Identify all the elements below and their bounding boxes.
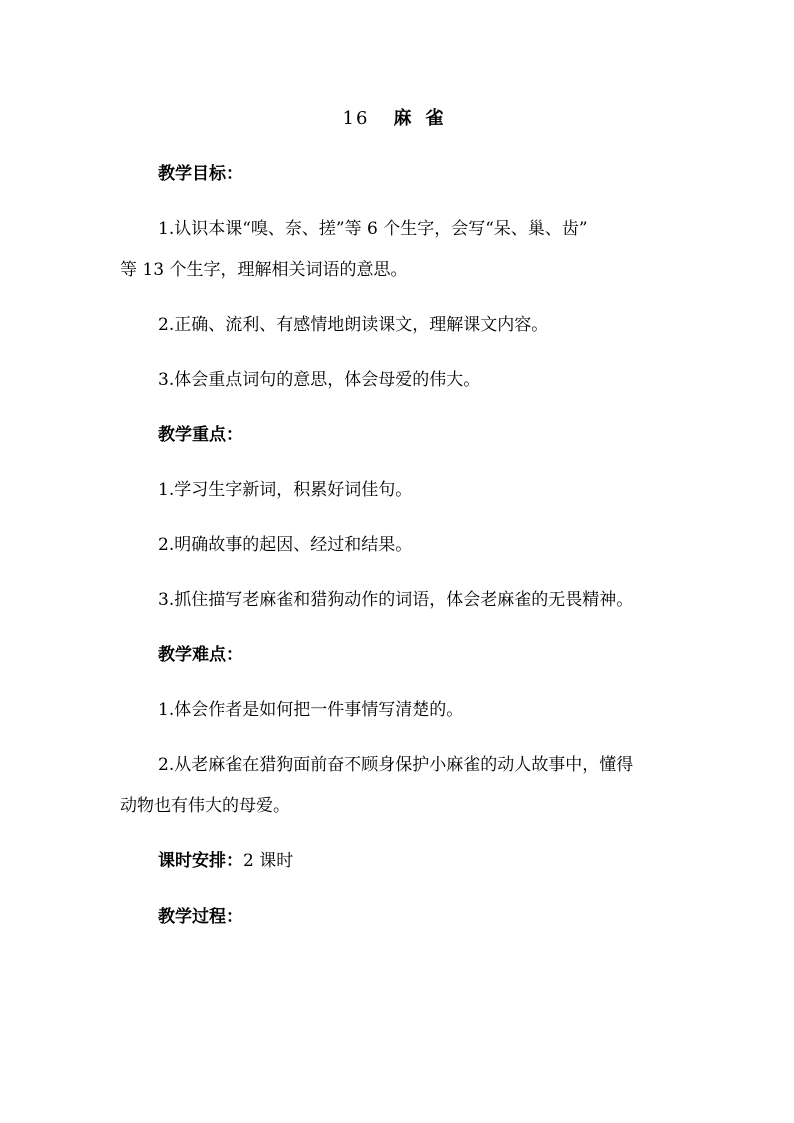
process-heading: 教学过程： [158, 907, 243, 927]
key-points-heading: 教学重点： [158, 425, 243, 445]
difficulties-heading: 教学难点： [158, 645, 243, 665]
difficulty-item-2-line-1: 2.从老麻雀在猎狗面前奋不顾身保护小麻雀的动人故事中，懂得 [158, 755, 634, 775]
schedule-line [158, 847, 718, 875]
objective-item-1-line-1: 1.认识本课“嗅、奈、搓”等 6 个生字，会写“呆、巢、齿” [158, 219, 588, 239]
schedule-value: 2 课时 [243, 851, 294, 871]
difficulty-item-1: 1.体会作者是如何把一件事情写清楚的。 [158, 700, 464, 720]
schedule-label: 课时安排： [158, 851, 243, 871]
objective-item-2: 2.正确、流利、有感情地朗读课文，理解课文内容。 [158, 315, 549, 335]
lesson-title-char-1: 麻 [393, 108, 414, 129]
key-point-item-1: 1.学习生字新词，积累好词佳句。 [158, 480, 413, 500]
objective-item-3: 3.体会重点词句的意思，体会母爱的伟大。 [158, 370, 481, 390]
difficulty-item-2-line-2: 动物也有伟大的母爱。 [120, 796, 290, 816]
objectives-heading: 教学目标： [158, 164, 243, 184]
objective-item-1-line-2: 等 13 个生字，理解相关词语的意思。 [120, 260, 408, 280]
lesson-title [0, 104, 794, 130]
lesson-number: 16 [342, 108, 370, 129]
key-point-item-2: 2.明确故事的起因、经过和结果。 [158, 535, 413, 555]
lesson-title-char-2: 雀 [425, 108, 446, 129]
key-point-item-3: 3.抓住描写老麻雀和猎狗动作的词语，体会老麻雀的无畏精神。 [158, 590, 634, 610]
